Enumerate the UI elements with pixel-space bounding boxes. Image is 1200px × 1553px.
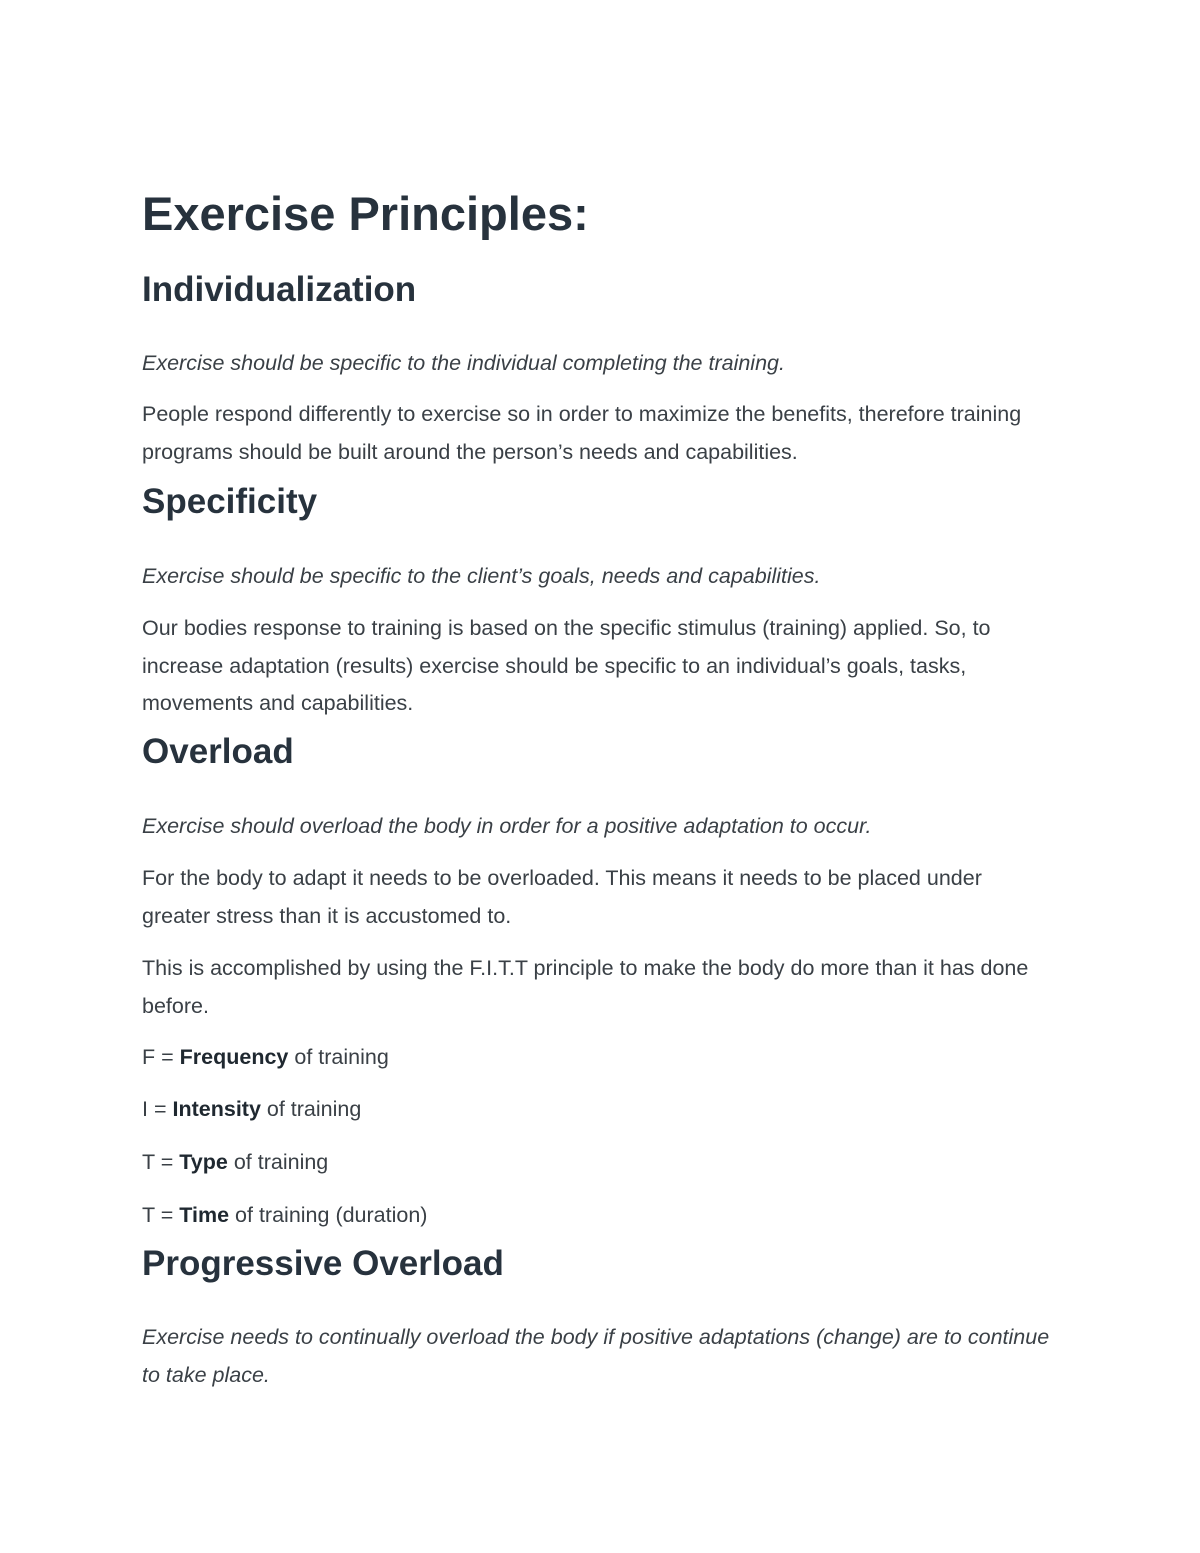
heading-progressive-overload: Progressive Overload — [142, 1244, 504, 1283]
fitt-item — [142, 1091, 1062, 1129]
body-specificity: Our bodies response to training is based on the specific stimulus (training) applied. So, to increase adaptation (results) exercise should be specific to an individual’s goals, tasks, movements and capabilities. — [142, 616, 991, 715]
heading-specificity: Specificity — [142, 482, 318, 521]
body-overload-2: This is accomplished by using the F.I.T.T principle to make the body do more than it has done before. — [142, 956, 1029, 1018]
fitt-item — [142, 1144, 1062, 1182]
heading-individualization: Individualization — [142, 270, 417, 309]
fitt-term: Intensity — [172, 1097, 261, 1121]
fitt-letter: I = — [142, 1097, 167, 1121]
fitt-letter: F = — [142, 1045, 174, 1069]
fitt-rest: of training — [294, 1045, 389, 1069]
fitt-rest: of training (duration) — [235, 1203, 428, 1227]
body-overload-1: For the body to adapt it needs to be overloaded. This means it needs to be placed under greater stress than it is accustomed to. — [142, 866, 982, 928]
summary-specificity: Exercise should be specific to the client’s goals, needs and capabilities. — [142, 564, 821, 588]
summary-overload: Exercise should overload the body in order for a positive adaptation to occur. — [142, 814, 872, 838]
fitt-term: Type — [179, 1150, 228, 1174]
summary-progressive-overload: Exercise needs to continually overload the body if positive adaptations (change) are to continue to take place. — [142, 1325, 1050, 1387]
heading-overload: Overload — [142, 732, 294, 771]
document-title: Exercise Principles: — [142, 187, 589, 240]
fitt-rest: of training — [266, 1097, 362, 1121]
fitt-letter: T = — [142, 1150, 174, 1174]
body-individualization: People respond differently to exercise so in order to maximize the benefits, therefore training programs should be built around the person’s needs and capabilities. — [142, 402, 1022, 464]
fitt-term: Time — [179, 1203, 230, 1227]
fitt-letter: T = — [142, 1203, 174, 1227]
fitt-item — [142, 1039, 1062, 1077]
fitt-item — [142, 1197, 1062, 1235]
fitt-term: Frequency — [179, 1045, 289, 1069]
summary-individualization: Exercise should be specific to the individual completing the training. — [142, 351, 785, 375]
fitt-rest: of training — [233, 1150, 329, 1174]
